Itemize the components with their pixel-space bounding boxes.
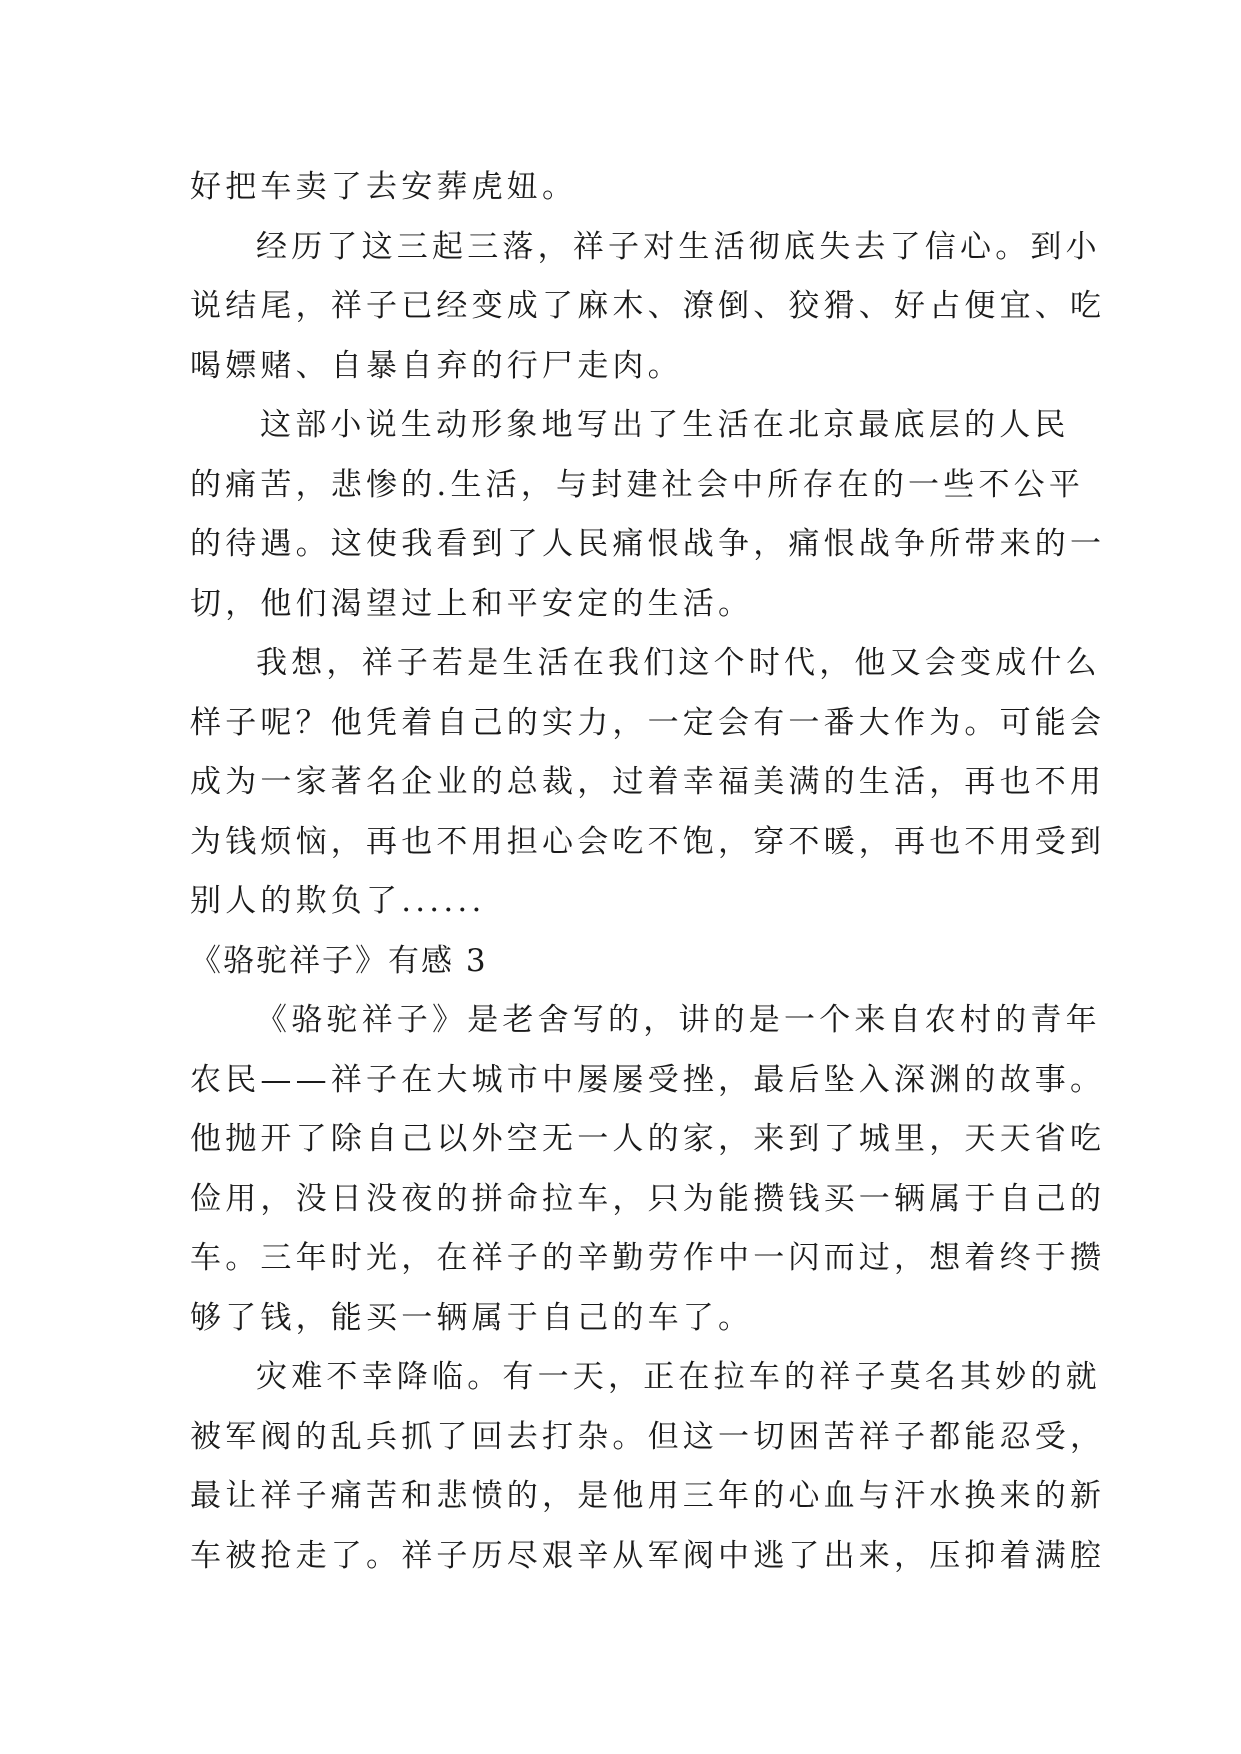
text-line-19: 车。三年时光，在祥子的辛勤劳作中一闪而过，想着终于攒: [190, 1240, 1106, 1276]
text-line-1: 好把车卖了去安葬虎妞。: [190, 169, 578, 205]
text-line-5: 这部小说生动形象地写出了生活在北京最底层的人民: [260, 407, 1070, 443]
text-line-20: 够了钱，能买一辆属于自己的车了。: [190, 1299, 754, 1336]
text-line-11: 成为一家著名企业的总裁，过着幸福美满的生活，再也不用: [190, 764, 1106, 800]
text-line-4: 喝嫖赌、自暴自弃的行尸走肉。: [190, 347, 683, 384]
text-line-16: 农民——祥子在大城市中屡屡受挫，最后坠入深渊的故事。: [190, 1061, 1106, 1098]
text-line-8: 切，他们渴望过上和平安定的生活。: [190, 585, 754, 622]
text-line-21: 灾难不幸降临。有一天，正在拉车的祥子莫名其妙的就: [256, 1359, 1101, 1395]
text-line-15: 《骆驼祥子》是老舍写的，讲的是一个来自农村的青年: [256, 1002, 1101, 1038]
text-line-13: 别人的欺负了......: [190, 883, 486, 919]
text-line-9: 我想，祥子若是生活在我们这个时代，他又会变成什么: [256, 645, 1101, 681]
text-line-7: 的待遇。这使我看到了人民痛恨战争，痛恨战争所带来的一: [190, 526, 1106, 562]
text-line-10: 样子呢？他凭着自己的实力，一定会有一番大作为。可能会: [190, 704, 1106, 741]
text-line-24: 车被抢走了。祥子历尽艰辛从军阀中逃了出来，压抑着满腔: [190, 1537, 1106, 1574]
section-heading: 《骆驼祥子》有感 3: [190, 942, 488, 979]
text-line-17: 他抛开了除自己以外空无一人的家，来到了城里，天天省吃: [190, 1121, 1106, 1157]
text-line-2: 经历了这三起三落，祥子对生活彻底失去了信心。到小: [256, 228, 1101, 265]
text-line-6: 的痛苦，悲惨的.生活，与封建社会中所存在的一些不公平: [190, 466, 1085, 503]
text-line-12: 为钱烦恼，再也不用担心会吃不饱，穿不暖，再也不用受到: [190, 823, 1106, 860]
text-line-18: 俭用，没日没夜的拼命拉车，只为能攒钱买一辆属于自己的: [190, 1180, 1106, 1217]
text-line-3: 说结尾，祥子已经变成了麻木、潦倒、狡猾、好占便宜、吃: [190, 288, 1106, 324]
document-body: [190, 158, 1106, 1586]
text-line-22: 被军阀的乱兵抓了回去打杂。但这一切困苦祥子都能忍受，: [190, 1418, 1106, 1455]
text-line-23: 最让祥子痛苦和悲愤的，是他用三年的心血与汗水换来的新: [190, 1478, 1106, 1514]
